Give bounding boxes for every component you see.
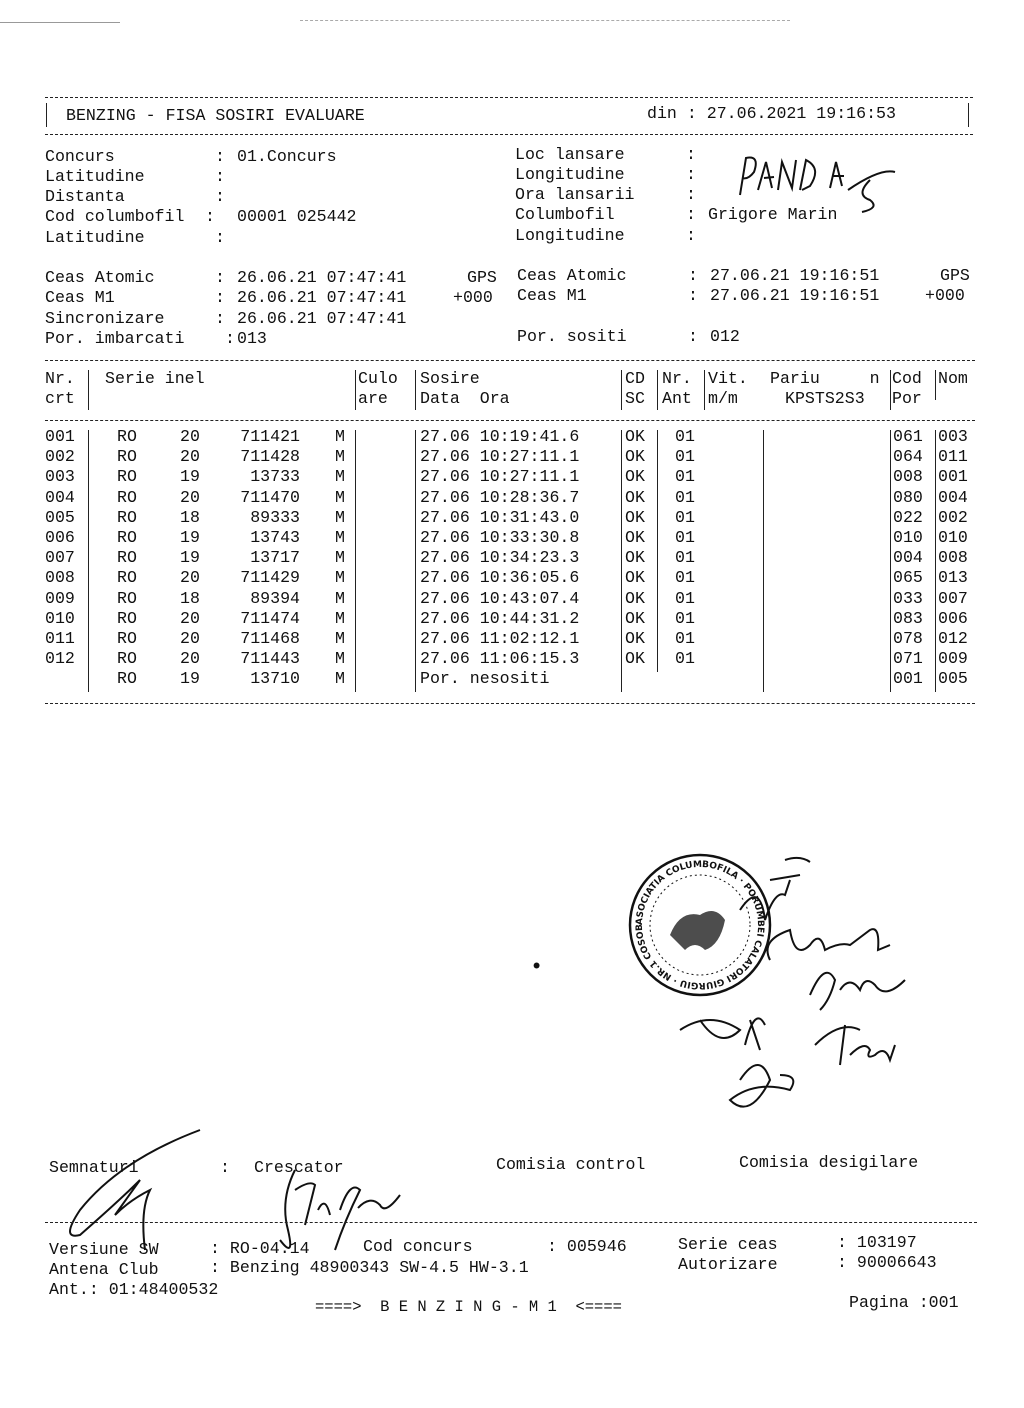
clock-colon: : xyxy=(215,288,225,307)
scan-artifact xyxy=(0,22,120,23)
column-header-culoare: Culo xyxy=(358,369,398,388)
cell-country: RO xyxy=(117,507,137,527)
cell-year: 19 xyxy=(180,467,200,487)
cell-cod: 078 xyxy=(893,629,923,648)
cell-year: 20 xyxy=(180,649,200,669)
cell-ring: 711470 xyxy=(240,487,300,507)
cell-country: RO xyxy=(117,568,137,588)
footer-banner: ====> B E N Z I N G - M 1 <==== xyxy=(315,1298,622,1316)
cell-antenna: 01 xyxy=(675,568,695,588)
column-header-serie: Serie inel xyxy=(105,369,205,388)
cell-sex: M xyxy=(335,568,345,588)
clock-value: 012 xyxy=(710,327,740,346)
signatures-rule xyxy=(45,1222,977,1223)
clock-label: Por. imbarcati xyxy=(45,329,185,348)
autorizare-value: : 90006643 xyxy=(837,1253,937,1272)
cell-nr: 005 xyxy=(45,507,75,527)
column-header-vit-line2: m/m xyxy=(708,389,738,408)
cell-ring: 711421 xyxy=(240,427,300,446)
info-label: Cod columbofil xyxy=(45,207,185,226)
antenna-id: Ant.: 01:48400532 xyxy=(49,1280,219,1299)
cell-sex: M xyxy=(335,588,345,608)
cell-nr: 008 xyxy=(45,568,75,588)
cell-sex: M xyxy=(335,548,345,568)
cell-sex: M xyxy=(335,629,345,648)
cell-ring: 711429 xyxy=(240,568,300,588)
info-value: 00001 025442 xyxy=(237,207,357,226)
column-divider xyxy=(415,370,416,410)
clock-label: Ceas M1 xyxy=(45,288,115,307)
cell-ring: 711428 xyxy=(240,447,300,467)
handwritten-place-signature xyxy=(730,150,910,220)
cell-antenna: 01 xyxy=(675,608,695,628)
scan-dot: • xyxy=(530,955,544,980)
cell-cod: 022 xyxy=(893,507,923,527)
cell-arrival: Por. nesositi xyxy=(420,669,550,689)
cell-ring: 89394 xyxy=(250,588,300,608)
cell-cdsc: OK xyxy=(625,487,645,507)
cell-nom: 009 xyxy=(938,649,968,669)
clock-colon: : xyxy=(688,327,698,346)
page-number: Pagina :001 xyxy=(849,1293,959,1312)
cell-cod: 033 xyxy=(893,588,923,608)
column-header-cod-line2: Por xyxy=(892,389,922,408)
column-header-cdsc: CD xyxy=(625,369,645,388)
cell-antenna: 01 xyxy=(675,507,695,527)
info-colon: : xyxy=(686,165,696,184)
cell-antenna: 01 xyxy=(675,528,695,547)
cell-arrival: 27.06 10:31:43.0 xyxy=(420,507,580,527)
cell-nr: 004 xyxy=(45,487,75,507)
cell-nom: 005 xyxy=(938,669,968,689)
serie-ceas-label: Serie ceas xyxy=(678,1235,778,1254)
cell-cod: 004 xyxy=(893,548,923,568)
cell-nom: 013 xyxy=(938,568,968,588)
cell-arrival: 27.06 10:27:11.1 xyxy=(420,467,580,487)
cell-cod: 064 xyxy=(893,447,923,467)
cell-nr: 002 xyxy=(45,447,75,467)
versiune-value: : RO-04.14 xyxy=(210,1239,310,1258)
info-value: 01.Concurs xyxy=(237,147,337,166)
column-divider xyxy=(415,430,416,692)
clock-colon: : xyxy=(215,268,225,287)
column-divider xyxy=(88,430,89,692)
column-divider xyxy=(704,370,705,410)
cod-concurs-value-text: 005946 xyxy=(566,1237,627,1256)
cell-year: 20 xyxy=(180,447,200,467)
cell-arrival: 27.06 10:34:23.3 xyxy=(420,548,580,568)
cell-antenna: 01 xyxy=(675,487,695,507)
cell-arrival: 27.06 10:27:11.1 xyxy=(420,447,580,467)
cell-ring: 13710 xyxy=(250,669,300,689)
cell-sex: M xyxy=(335,487,345,507)
cell-cod: 083 xyxy=(893,608,923,628)
antena-value-text: Benzing 48900343 SW-4.5 HW-3.1 xyxy=(229,1258,529,1277)
cell-nr: 007 xyxy=(45,548,75,568)
column-header-pariu: Pariu n xyxy=(770,369,880,388)
clock-label: Ceas M1 xyxy=(517,286,587,305)
serie-ceas-value-text: 103197 xyxy=(856,1233,917,1252)
clock-label: Sincronizare xyxy=(45,309,165,328)
column-divider xyxy=(935,430,936,692)
column-header-sosire-line2: Data Ora xyxy=(420,389,510,408)
cell-ring: 13733 xyxy=(250,467,300,487)
cell-arrival: 27.06 10:28:36.7 xyxy=(420,487,580,507)
clock-colon: : xyxy=(688,286,698,305)
signatures-label: Semnaturi xyxy=(49,1158,139,1177)
cell-year: 20 xyxy=(180,427,200,446)
cell-cod: 071 xyxy=(893,649,923,669)
info-label: Distanta xyxy=(45,187,125,206)
cell-antenna: 01 xyxy=(675,548,695,568)
info-colon: : xyxy=(686,226,696,245)
info-label: Longitudine xyxy=(515,165,625,184)
cell-year: 20 xyxy=(180,629,200,648)
cell-year: 20 xyxy=(180,568,200,588)
cell-cdsc: OK xyxy=(625,649,645,669)
info-value: Grigore Marin xyxy=(708,205,838,224)
document-date: din : 27.06.2021 19:16:53 xyxy=(647,104,896,123)
cell-sex: M xyxy=(335,427,345,446)
info-label: Columbofil xyxy=(515,205,615,224)
cod-concurs-value: : 005946 xyxy=(547,1237,627,1256)
cell-nom: 001 xyxy=(938,467,968,487)
cell-sex: M xyxy=(335,608,345,628)
header-rule-top xyxy=(45,97,973,98)
cell-year: 20 xyxy=(180,608,200,628)
clock-value: 26.06.21 07:47:41 xyxy=(237,288,407,307)
cell-year: 19 xyxy=(180,528,200,547)
cell-sex: M xyxy=(335,447,345,467)
cell-arrival: 27.06 10:44:31.2 xyxy=(420,608,580,628)
autorizare-value-text: 90006643 xyxy=(856,1253,937,1272)
clock-value: 27.06.21 19:16:51 xyxy=(710,286,880,305)
cell-year: 19 xyxy=(180,669,200,689)
cell-cod: 065 xyxy=(893,568,923,588)
cell-nr: 006 xyxy=(45,528,75,547)
column-divider xyxy=(88,370,89,410)
clock-colon: : xyxy=(215,309,225,328)
serie-ceas-value: : 103197 xyxy=(837,1233,917,1252)
cell-nr: 011 xyxy=(45,629,75,648)
scan-artifact xyxy=(300,20,790,21)
info-colon: : xyxy=(215,228,225,247)
table-rule-header xyxy=(45,420,975,421)
column-header-nr: Nr. xyxy=(45,369,75,388)
clock-value: 27.06.21 19:16:51 xyxy=(710,266,880,285)
cell-cdsc: OK xyxy=(625,568,645,588)
cell-arrival: 27.06 10:19:41.6 xyxy=(420,427,580,446)
table-rule-bottom xyxy=(45,703,975,704)
cell-nom: 007 xyxy=(938,588,968,608)
cell-sex: M xyxy=(335,528,345,547)
cell-cdsc: OK xyxy=(625,528,645,547)
cell-ring: 711474 xyxy=(240,608,300,628)
cell-nr: 010 xyxy=(45,608,75,628)
clock-label: Por. sositi xyxy=(517,327,627,346)
cell-cdsc: OK xyxy=(625,629,645,648)
clock-colon: : xyxy=(225,329,235,348)
info-colon: : xyxy=(686,145,696,164)
clock-label: Ceas Atomic xyxy=(517,266,627,285)
cell-nom: 004 xyxy=(938,487,968,507)
column-header-ant-line2: Ant xyxy=(662,389,692,408)
cell-ring: 711468 xyxy=(240,629,300,648)
versiune-label: Versiune SW xyxy=(49,1240,159,1259)
cell-country: RO xyxy=(117,608,137,628)
column-header-ant: Nr. xyxy=(662,369,692,388)
cell-ring: 13717 xyxy=(250,548,300,568)
versiune-value-text: RO-04.14 xyxy=(229,1239,310,1258)
cell-nr: 001 xyxy=(45,427,75,446)
cell-country: RO xyxy=(117,649,137,669)
cell-sex: M xyxy=(335,649,345,669)
clock-suffix: +000 xyxy=(925,286,965,305)
cell-antenna: 01 xyxy=(675,649,695,669)
header-border-left xyxy=(46,103,47,127)
cell-year: 18 xyxy=(180,507,200,527)
info-label: Concurs xyxy=(45,147,115,166)
committee-signatures xyxy=(650,850,950,1130)
cell-country: RO xyxy=(117,548,137,568)
clock-value: 26.06.21 07:47:41 xyxy=(237,309,407,328)
cell-nom: 003 xyxy=(938,427,968,446)
signatures-colon: : xyxy=(220,1158,230,1177)
comisia-control-label: Comisia control xyxy=(496,1155,646,1174)
clock-value: 26.06.21 07:47:41 xyxy=(237,268,407,287)
cell-nom: 002 xyxy=(938,507,968,527)
cell-cod: 080 xyxy=(893,487,923,507)
column-divider xyxy=(355,430,356,692)
autorizare-label: Autorizare xyxy=(678,1255,778,1274)
cell-arrival: 27.06 10:33:30.8 xyxy=(420,528,580,547)
cell-nr: 009 xyxy=(45,588,75,608)
cell-year: 18 xyxy=(180,588,200,608)
cell-cdsc: OK xyxy=(625,447,645,467)
column-divider xyxy=(657,430,658,672)
cell-sex: M xyxy=(335,467,345,487)
column-header-cdsc-line2: SC xyxy=(625,389,645,408)
column-header-vit: Vit. xyxy=(708,369,748,388)
cell-nr: 012 xyxy=(45,649,75,669)
info-colon: : xyxy=(215,147,225,166)
cell-sex: M xyxy=(335,669,345,689)
cell-year: 20 xyxy=(180,487,200,507)
clock-label: Ceas Atomic xyxy=(45,268,155,287)
cell-sex: M xyxy=(335,507,345,527)
cell-year: 19 xyxy=(180,548,200,568)
column-header-sosire: Sosire xyxy=(420,369,480,388)
clock-value: 013 xyxy=(237,329,267,348)
cell-country: RO xyxy=(117,427,137,446)
column-divider xyxy=(890,370,891,410)
cell-ring: 711443 xyxy=(240,649,300,669)
cell-cod: 010 xyxy=(893,528,923,547)
cell-country: RO xyxy=(117,528,137,547)
column-divider xyxy=(935,370,936,400)
cell-nom: 008 xyxy=(938,548,968,568)
cell-cod: 061 xyxy=(893,427,923,446)
clock-suffix: +000 xyxy=(453,288,493,307)
cell-cod: 001 xyxy=(893,669,923,689)
cod-concurs-label: Cod concurs xyxy=(363,1237,473,1256)
column-header-pariu-line2: KPSTS2S3 xyxy=(785,389,865,408)
info-colon: : xyxy=(215,167,225,186)
info-colon: : xyxy=(686,185,696,204)
cell-arrival: 27.06 11:02:12.1 xyxy=(420,629,580,648)
cell-cdsc: OK xyxy=(625,467,645,487)
info-label: Loc lansare xyxy=(515,145,625,164)
cell-arrival: 27.06 11:06:15.3 xyxy=(420,649,580,669)
cell-country: RO xyxy=(117,629,137,648)
comisia-desigilare-label: Comisia desigilare xyxy=(739,1153,919,1172)
column-divider xyxy=(657,370,658,410)
column-divider xyxy=(621,430,622,692)
cell-cdsc: OK xyxy=(625,588,645,608)
column-header-cod: Cod xyxy=(892,369,922,388)
cell-country: RO xyxy=(117,487,137,507)
table-rule-top xyxy=(45,360,975,361)
cell-antenna: 01 xyxy=(675,588,695,608)
info-label: Longitudine xyxy=(515,226,625,245)
cell-antenna: 01 xyxy=(675,629,695,648)
antena-label: Antena Club xyxy=(49,1260,159,1279)
column-divider xyxy=(355,370,356,410)
cell-ring: 13743 xyxy=(250,528,300,547)
column-divider xyxy=(763,430,764,692)
header-rule-bottom xyxy=(45,134,973,135)
svg-text:ASOCIATIA COLUMBOFILA · PORUMB: ASOCIATIA COLUMBOFILA · PORUMBEI CALATORI GIURGIU · NR.1 COSOBA · xyxy=(621,843,766,991)
info-label: Latitudine xyxy=(45,228,145,247)
cell-nom: 011 xyxy=(938,447,968,467)
cell-country: RO xyxy=(117,467,137,487)
cell-nom: 010 xyxy=(938,528,968,547)
cell-antenna: 01 xyxy=(675,447,695,467)
cell-arrival: 27.06 10:36:05.6 xyxy=(420,568,580,588)
info-colon: : xyxy=(686,205,696,224)
cell-antenna: 01 xyxy=(675,467,695,487)
column-divider xyxy=(621,370,622,410)
cell-cdsc: OK xyxy=(625,608,645,628)
column-header-culoare-line2: are xyxy=(358,389,388,408)
info-label: Latitudine xyxy=(45,167,145,186)
cell-ring: 89333 xyxy=(250,507,300,527)
column-header-nr-line2: crt xyxy=(45,389,75,408)
cell-cod: 008 xyxy=(893,467,923,487)
cell-country: RO xyxy=(117,669,137,689)
cell-cdsc: OK xyxy=(625,427,645,446)
crescator-label: Crescator xyxy=(254,1158,344,1177)
info-colon: : xyxy=(215,187,225,206)
cell-arrival: 27.06 10:43:07.4 xyxy=(420,588,580,608)
cell-antenna: 01 xyxy=(675,427,695,446)
document-title: BENZING - FISA SOSIRI EVALUARE xyxy=(66,106,365,125)
cell-nom: 006 xyxy=(938,608,968,628)
clock-colon: : xyxy=(688,266,698,285)
clock-suffix: GPS xyxy=(940,266,970,285)
cell-cdsc: OK xyxy=(625,507,645,527)
cell-country: RO xyxy=(117,447,137,467)
header-border-right xyxy=(968,103,969,127)
cell-nr: 003 xyxy=(45,467,75,487)
cell-cdsc: OK xyxy=(625,548,645,568)
cell-nom: 012 xyxy=(938,629,968,648)
antena-value: : Benzing 48900343 SW-4.5 HW-3.1 xyxy=(210,1258,529,1277)
info-label: Ora lansarii xyxy=(515,185,635,204)
clock-suffix: GPS xyxy=(467,268,497,287)
column-header-nom: Nom xyxy=(938,369,968,388)
info-colon: : xyxy=(205,207,215,226)
cell-country: RO xyxy=(117,588,137,608)
column-divider xyxy=(890,430,891,692)
